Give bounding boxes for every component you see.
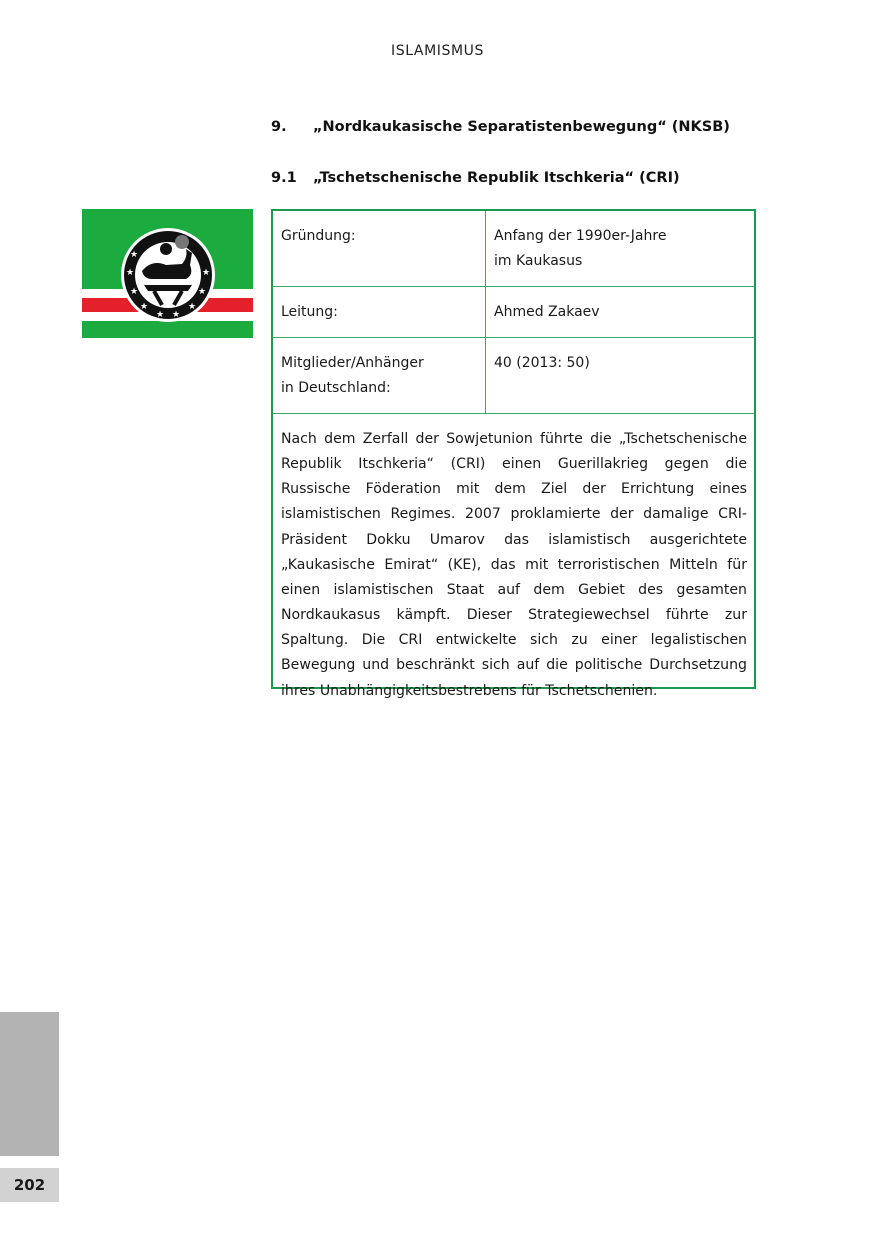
table-row [273, 211, 754, 287]
page-number: 202 [0, 1168, 59, 1202]
section-number: 9. [271, 119, 287, 135]
table-row [273, 338, 754, 414]
members-label: Mitglieder/Anhänger in Deutschland: [273, 338, 486, 414]
svg-text:★: ★ [155, 310, 165, 320]
section-title: „Nordkaukasische Separatistenbewegung“ (NKSB) [313, 119, 730, 135]
facts-table [273, 211, 754, 414]
founding-value: Anfang der 1990er-Jahre im Kaukasus [486, 211, 755, 287]
subsection-title: „Tschetschenische Republik Itschkeria“ (CRI) [313, 170, 680, 186]
founding-label: Gründung: [273, 211, 486, 287]
chapter-thumb-tab [0, 1012, 59, 1156]
subsection-heading [271, 170, 680, 186]
svg-text:★: ★ [197, 287, 207, 297]
svg-text:★: ★ [129, 250, 139, 260]
svg-text:★: ★ [139, 302, 149, 312]
chechen-flag-icon [82, 209, 253, 338]
svg-text:★: ★ [171, 310, 181, 320]
svg-text:★: ★ [125, 268, 135, 278]
table-row [273, 287, 754, 338]
subsection-number: 9.1 [271, 170, 297, 186]
running-header: ISLAMISMUS [390, 43, 485, 59]
svg-text:★: ★ [187, 302, 197, 312]
leadership-value: Ahmed Zakaev [486, 287, 755, 338]
description-text: Nach dem Zerfall der Sowjetunion führte die „Tschetschenische Republik Itschkeria“ (CRI) einen Guerillakrieg gegen die Russische Föderation mit dem Ziel der Errichtung eines islamistischen Regimes. 2007 proklamierte der damalige CRI-Präsident Dokku Umarov das islamistisch ausgerichtete „Kaukasische Emirat“ (KE), das mit terroristischen Mitteln für einen islamistischen Staat auf dem Gebiet des gesamten Nordkaukasus kämpft. Dieser Strategiewechsel führte zur Spaltung. Die CRI entwickelte sich zu einer legalistischen Bewegung und beschränkt sich auf die politische Durchsetzung ihres Unabhängigkeitsbestrebens für Tschetschenien. [281, 431, 747, 699]
leadership-label: Leitung: [273, 287, 486, 338]
svg-text:★: ★ [201, 268, 211, 278]
section-heading [271, 119, 730, 135]
info-box [271, 209, 756, 699]
members-value: 40 (2013: 50) [486, 338, 755, 414]
svg-text:★: ★ [129, 287, 139, 297]
